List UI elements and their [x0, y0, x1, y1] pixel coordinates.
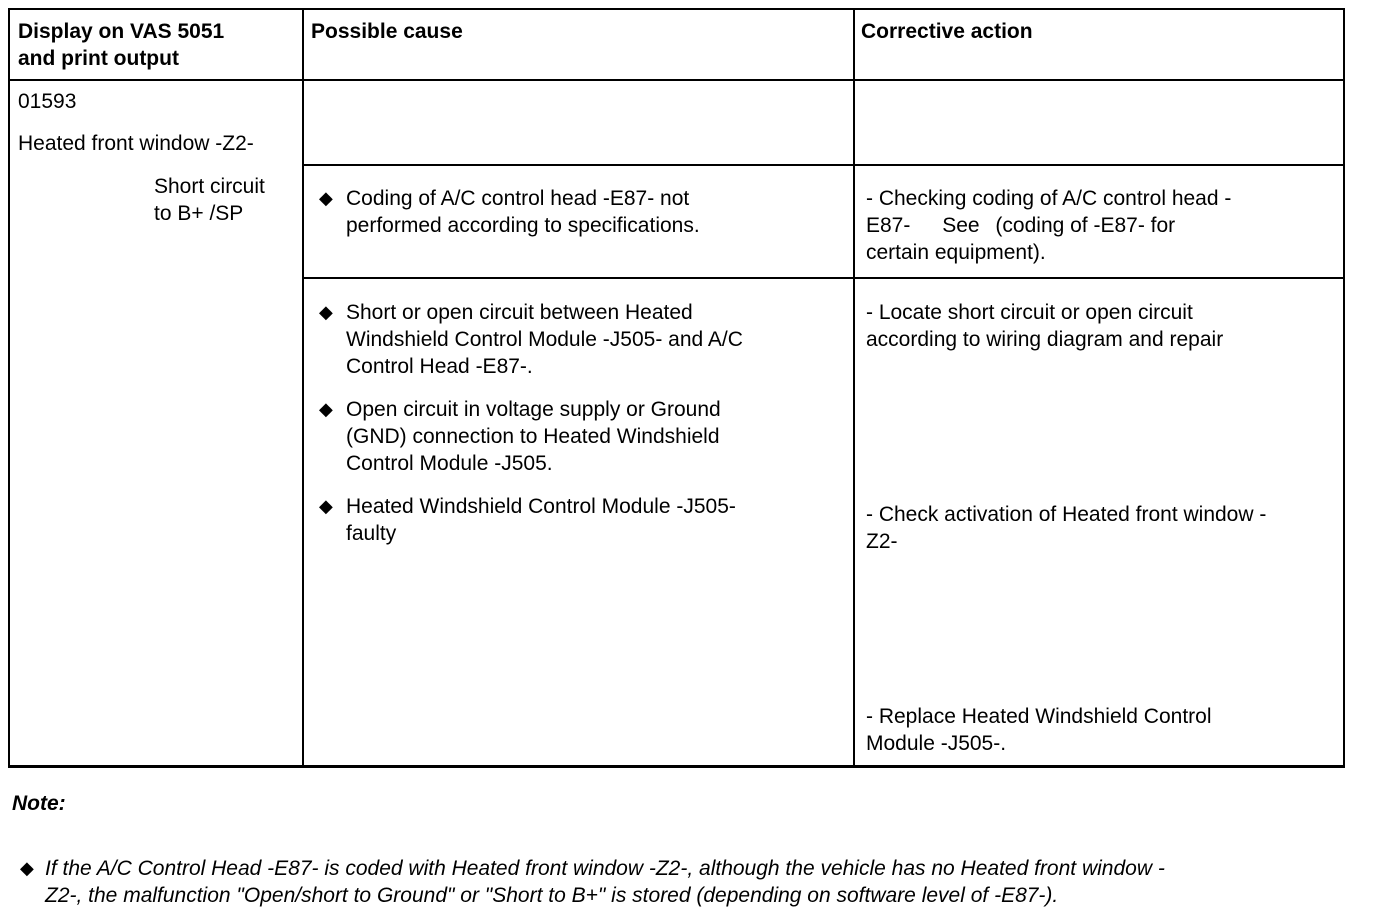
cause-line: Open circuit in voltage supply or Ground	[346, 398, 721, 421]
action-locate-circuit	[866, 299, 1336, 353]
fault-type-line: to B+ /SP	[154, 202, 244, 225]
cause-line: Heated Windshield Control Module -J505-	[346, 495, 736, 518]
note-line: Z2-, the malfunction "Open/short to Ground" or "Short to B+" is stored (depending on software level of -E87-).	[45, 884, 1059, 907]
note-line: If the A/C Control Head -E87- is coded with Heated front window -Z2-, although the vehicle has no Heated front window -	[45, 857, 1165, 880]
column-divider	[302, 10, 304, 765]
diagnostic-table	[8, 8, 1345, 768]
diamond-bullet-icon: ◆	[319, 302, 333, 322]
row-divider	[302, 277, 1343, 279]
fault-type	[154, 173, 265, 227]
header-display	[18, 18, 224, 72]
header-divider	[10, 79, 1343, 81]
action-replace-module	[866, 703, 1336, 757]
action-line: Z2-	[866, 530, 898, 553]
action-line	[866, 212, 1336, 239]
cause-line: Control Head -E87-.	[346, 355, 533, 378]
action-coding	[866, 185, 1336, 266]
action-check-activation	[866, 501, 1336, 555]
cause-line: Control Module -J505.	[346, 452, 553, 475]
cause-line: Coding of A/C control head -E87- not	[346, 187, 690, 210]
cause-line: faulty	[346, 522, 397, 545]
component-name: Heated front window -Z2-	[18, 132, 254, 155]
action-text: E87-	[866, 214, 911, 237]
row-divider	[302, 164, 1343, 166]
fault-code: 01593	[18, 90, 77, 113]
action-line: according to wiring diagram and repair	[866, 328, 1224, 351]
action-line: - Locate short circuit or open circuit	[866, 301, 1193, 324]
diamond-bullet-icon: ◆	[319, 399, 333, 419]
action-line: - Checking coding of A/C control head -	[866, 187, 1232, 210]
action-text: (coding of -E87- for	[995, 214, 1176, 237]
cause-line: performed according to specifications.	[346, 214, 700, 237]
diamond-bullet-icon: ◆	[20, 858, 34, 878]
diamond-bullet-icon: ◆	[319, 496, 333, 516]
header-display-line: Display on VAS 5051	[18, 20, 225, 43]
column-divider	[853, 10, 855, 765]
diamond-bullet-icon: ◆	[319, 188, 333, 208]
see-link[interactable]: See	[942, 214, 980, 237]
header-cause: Possible cause	[311, 20, 463, 43]
action-line: Module -J505-.	[866, 732, 1007, 755]
action-line: - Replace Heated Windshield Control	[866, 705, 1212, 728]
action-line: - Check activation of Heated front window -	[866, 503, 1267, 526]
fault-type-line: Short circuit	[154, 175, 265, 198]
header-display-line: and print output	[18, 47, 179, 70]
cause-line: Windshield Control Module -J505- and A/C	[346, 328, 743, 351]
note-title: Note:	[12, 792, 66, 815]
cause-line: (GND) connection to Heated Windshield	[346, 425, 720, 448]
action-line: certain equipment).	[866, 241, 1046, 264]
header-action: Corrective action	[861, 20, 1033, 43]
cause-line: Short or open circuit between Heated	[346, 301, 693, 324]
